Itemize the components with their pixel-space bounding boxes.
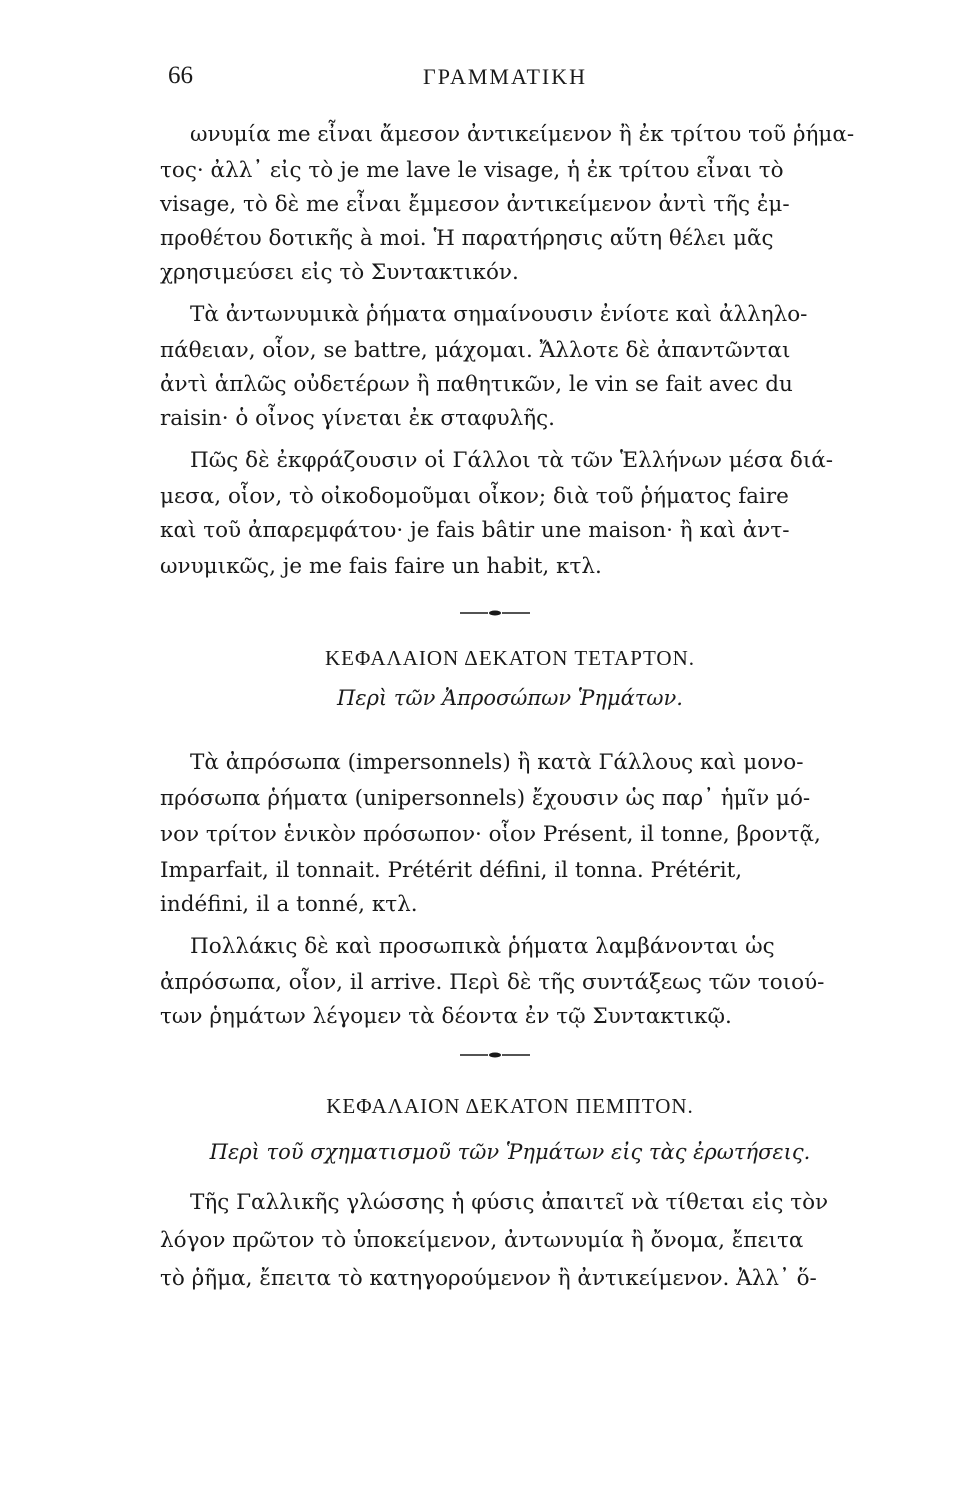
running-title: ΓΡΑΜΜΑΤΙΚΗ	[423, 64, 587, 89]
text-line: πρόσωπα ῥήματα (unipersonnels) ἔχουσιν ὡς παρ᾽ ἡμῖν μό-	[160, 786, 811, 811]
text-line: ωνυμικῶς, je me fais faire un habit, κτλ.	[160, 554, 602, 579]
chapter-subtitle: Περὶ τοῦ σχηματισμοῦ τῶν Ῥημάτων εἰς τὰς ἐρωτήσεις.	[209, 1140, 811, 1164]
text-line: τὸ ῥῆμα, ἔπειτα τὸ κατηγορούμενον ἢ ἀντικείμενον. Ἀλλ᾽ ὅ-	[160, 1266, 817, 1291]
text-line: ἀπρόσωπα, οἷον, il arrive. Περὶ δὲ τῆς συντάξεως τῶν τοιού-	[160, 970, 825, 995]
text-line: Τὰ ἀντωνυμικὰ ῥήματα σημαίνουσιν ἐνίοτε καὶ ἀλληλο-	[190, 302, 808, 327]
chapter-subtitle: Περὶ τῶν Ἀπροσώπων Ῥημάτων.	[337, 686, 683, 710]
text-line: Πολλάκις δὲ καὶ προσωπικὰ ῥήματα λαμβάνονται ὡς	[190, 934, 775, 959]
chapter-heading: ΚΕΦΑΛΑΙΟΝ ΔΕΚΑΤΟΝ ΤΕΤΑΡΤΟΝ.	[325, 646, 695, 670]
text-line: Τῆς Γαλλικῆς γλώσσης ἡ φύσις ἀπαιτεῖ νὰ τίθεται εἰς τὸν	[190, 1190, 829, 1215]
section-divider-ornament	[460, 610, 530, 616]
section-divider-ornament	[460, 1052, 530, 1058]
text-line: πάθειαν, οἷον, se battre, μάχομαι. Ἄλλοτε δὲ ἀπαντῶνται	[160, 338, 791, 363]
text-line: Πῶς δὲ ἐκφράζουσιν οἱ Γάλλοι τὰ τῶν Ἑλλήνων μέσα διά-	[190, 448, 834, 473]
text-line: ἀντὶ ἁπλῶς οὐδετέρων ἢ παθητικῶν, le vin se fait avec du	[160, 372, 793, 397]
text-line: προθέτου δοτικῆς à moi. Ἡ παρατήρησις αὕτη θέλει μᾶς	[160, 226, 774, 251]
page-number: 66	[168, 62, 193, 89]
text-line: Imparfait, il tonnait. Prétérit défini, il tonna. Prétérit,	[160, 858, 743, 883]
text-line: raisin· ὁ οἶνος γίνεται ἐκ σταφυλῆς.	[160, 406, 556, 431]
text-line: τος· ἀλλ᾽ εἰς τὸ je me lave le visage, ἡ ἐκ τρίτου εἶναι τὸ	[160, 158, 784, 183]
text-line: ωνυμία me εἶναι ἄμεσον ἀντικείμενον ἢ ἐκ τρίτου τοῦ ῥήμα-	[190, 122, 855, 147]
text-line: καὶ τοῦ ἀπαρεμφάτου· je fais bâtir une maison· ἢ καὶ ἀντ-	[160, 518, 790, 543]
text-line: μεσα, οἷον, τὸ οἰκοδομοῦμαι οἶκον; διὰ τοῦ ῥήματος faire	[160, 484, 789, 509]
page-header	[160, 62, 850, 102]
text-line: νον τρίτον ἑνικὸν πρόσωπον· οἷον Présent, il tonne, βροντᾷ,	[160, 822, 821, 847]
chapter-heading: ΚΕΦΑΛΑΙΟΝ ΔΕΚΑΤΟΝ ΠΕΜΠΤΟΝ.	[326, 1094, 694, 1118]
text-line: των ῥημάτων λέγομεν τὰ δέοντα ἐν τῷ Συντακτικῷ.	[160, 1004, 732, 1029]
text-line: visage, τὸ δὲ me εἶναι ἔμμεσον ἀντικείμενον ἀντὶ τῆς ἐμ-	[160, 192, 790, 217]
text-line: λόγον πρῶτον τὸ ὑποκείμενον, ἀντωνυμία ἢ ὄνομα, ἔπειτα	[160, 1228, 804, 1253]
text-line: Τὰ ἀπρόσωπα (impersonnels) ἢ κατὰ Γάλλους καὶ μονο-	[190, 750, 804, 775]
text-line: χρησιμεύσει εἰς τὸ Συντακτικόν.	[160, 260, 519, 285]
text-line: indéfini, il a tonné, κτλ.	[160, 892, 418, 917]
